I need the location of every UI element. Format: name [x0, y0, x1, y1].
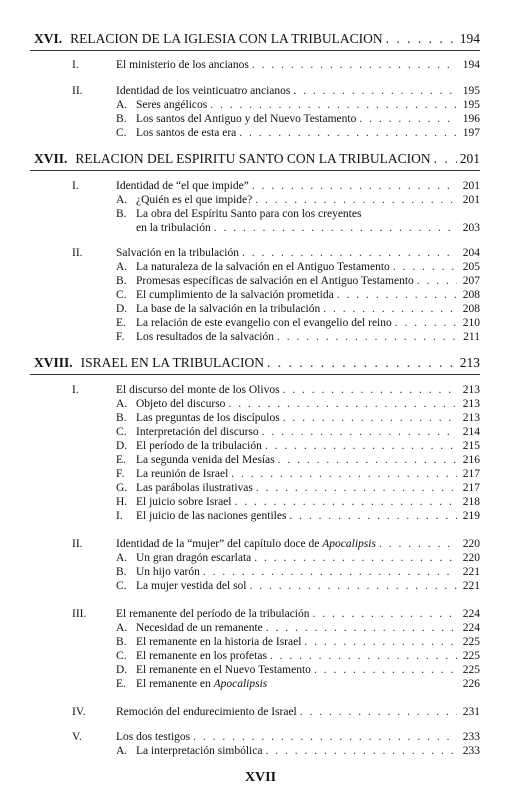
- subsection-row-continued: [136, 222, 480, 234]
- subsection-title: El remanente en la historia de Israel: [136, 636, 302, 648]
- subsection-letter: A.: [116, 99, 128, 111]
- section-title-italic: Apocalipsis: [322, 538, 376, 550]
- page-number: 197: [462, 127, 480, 139]
- subsection-letter: A.: [116, 261, 128, 273]
- subsection-letter: A.: [116, 398, 128, 410]
- subsection-letter: A.: [116, 745, 128, 757]
- page-number: 217: [462, 468, 480, 480]
- section-numeral: III.: [72, 608, 87, 620]
- page-number: 216: [462, 454, 480, 466]
- subsection-title: ¿Quién es el que impide?: [136, 194, 253, 206]
- subsection-letter: B.: [116, 275, 127, 287]
- subsection-letter: C.: [116, 426, 127, 438]
- subsection-title: El remanente en los profetas: [136, 650, 267, 662]
- subsection-title: El juicio sobre Israel: [136, 496, 232, 508]
- chapter-xviii-heading: [34, 355, 480, 371]
- subsection-letter: C.: [116, 289, 127, 301]
- section-row: [72, 384, 480, 396]
- section-title: El remanente del período de la tribulación: [116, 608, 310, 620]
- subsection-letter: A.: [116, 194, 128, 206]
- subsection-row: [116, 261, 480, 273]
- subsection-row: [116, 454, 480, 466]
- page-number: 220: [462, 538, 480, 550]
- subsection-row: [116, 194, 480, 206]
- page-number: 215: [462, 440, 480, 452]
- section-row: [72, 731, 480, 743]
- chapter-number: XVIII.: [34, 355, 73, 370]
- section-row: [72, 608, 480, 620]
- subsection-row: [116, 510, 480, 522]
- section-title: Salvación en la tribulación: [116, 247, 239, 259]
- page-number: 207: [462, 275, 480, 287]
- subsection-row: [116, 99, 480, 111]
- subsection-row: [116, 678, 480, 690]
- subsection-title: El cumplimiento de la salvación prometida: [136, 289, 334, 301]
- subsection-title: Necesidad de un remanente: [136, 622, 263, 634]
- subsection-title: Los santos de esta era: [136, 127, 237, 139]
- subsection-row: [116, 398, 480, 410]
- subsection-row: [116, 303, 480, 315]
- page-number: 205: [462, 261, 480, 273]
- subsection-row: [116, 127, 480, 139]
- subsection-title: La interpretación simbólica: [136, 745, 263, 757]
- section-title: El ministerio de los ancianos: [116, 59, 249, 71]
- subsection-letter: B.: [116, 208, 127, 220]
- subsection-row: [116, 664, 480, 676]
- section-numeral: V.: [72, 731, 82, 743]
- page-number: 204: [462, 247, 480, 259]
- page-number: 233: [462, 731, 480, 743]
- subsection-row: [116, 331, 480, 343]
- section-row: [72, 85, 480, 97]
- section-title: Remoción del endurecimiento de Israel: [116, 706, 297, 718]
- subsection-title: Un gran dragón escarlata: [136, 552, 252, 564]
- subsection-title: La obra del Espíritu Santo para con los creyentes: [136, 208, 362, 220]
- subsection-title: El remanente en: [136, 678, 211, 690]
- page-folio: XVII: [244, 770, 277, 785]
- subsection-row: [116, 622, 480, 634]
- section-row: [72, 538, 480, 550]
- subsection-title: La reunión de Israel: [136, 468, 229, 480]
- section-row: [72, 180, 480, 192]
- page-number: 214: [462, 426, 480, 438]
- subsection-title: Seres angélicos: [136, 99, 208, 111]
- subsection-title: Los santos del Antiguo y del Nuevo Testamento: [136, 113, 357, 125]
- subsection-row: [116, 113, 480, 125]
- page-number: 225: [462, 636, 480, 648]
- subsection-row: [116, 650, 480, 662]
- section-row: [72, 706, 480, 718]
- subsection-title: La mujer vestida del sol: [136, 580, 247, 592]
- subsection-row: [116, 317, 480, 329]
- section-numeral: II.: [72, 247, 83, 259]
- subsection-title: Las preguntas de los discípulos: [136, 412, 280, 424]
- subsection-row: [116, 552, 480, 564]
- subsection-title: El juicio de las naciones gentiles: [136, 510, 287, 522]
- divider: [30, 50, 480, 51]
- subsection-title: La naturaleza de la salvación en el Antiguo Testamento: [136, 261, 390, 273]
- subsection-letter: C.: [116, 580, 127, 592]
- chapter-number: XVII.: [34, 151, 68, 166]
- subsection-row: [116, 482, 480, 494]
- subsection-letter: G.: [116, 482, 128, 494]
- subsection-title: Las parábolas ilustrativas: [136, 482, 253, 494]
- subsection-row: [116, 289, 480, 301]
- page-number: 208: [462, 289, 480, 301]
- divider: [30, 170, 480, 171]
- subsection-row: [116, 496, 480, 508]
- subsection-title: El período de la tribulación: [136, 440, 262, 452]
- subsection-title: Los resultados de la salvación: [136, 331, 274, 343]
- subsection-title: El remanente en el Nuevo Testamento: [136, 664, 311, 676]
- page-number: 195: [462, 99, 480, 111]
- page-number: 225: [462, 664, 480, 676]
- chapter-xvi-heading: [34, 31, 480, 47]
- subsection-letter: C.: [116, 650, 127, 662]
- subsection-title: La relación de este evangelio con el evangelio del reino: [136, 317, 392, 329]
- section-numeral: II.: [72, 85, 83, 97]
- chapter-title: RELACION DEL ESPIRITU SANTO CON LA TRIBULACION: [75, 151, 431, 166]
- section-title: Los dos testigos: [116, 731, 191, 743]
- page-number: 213: [462, 398, 480, 410]
- subsection-letter: D.: [116, 664, 128, 676]
- section-title: Identidad de los veinticuatro ancianos: [116, 85, 291, 97]
- chapter-title: RELACION DE LA IGLESIA CON LA TRIBULACION: [70, 31, 383, 46]
- subsection-row: [116, 412, 480, 424]
- page-number: 213: [462, 412, 480, 424]
- page-number: 221: [462, 580, 480, 592]
- page-number: 213: [459, 355, 480, 370]
- section-row: [72, 59, 480, 71]
- subsection-letter: H.: [116, 496, 128, 508]
- subsection-title: Objeto del discurso: [136, 398, 226, 410]
- subsection-row: [116, 440, 480, 452]
- section-title: Identidad de “el que impide”: [116, 180, 249, 192]
- page-number: 211: [463, 331, 480, 343]
- section-numeral: II.: [72, 538, 83, 550]
- page-number: 220: [462, 552, 480, 564]
- page-number: 224: [462, 608, 480, 620]
- page-number: 201: [462, 180, 480, 192]
- subsection-letter: F.: [116, 468, 125, 480]
- subsection-letter: B.: [116, 636, 127, 648]
- subsection-letter: B.: [116, 412, 127, 424]
- section-numeral: I.: [72, 59, 79, 71]
- subsection-title: La segunda venida del Mesías: [136, 454, 275, 466]
- section-numeral: I.: [72, 180, 79, 192]
- chapter-title: ISRAEL EN LA TRIBULACION: [80, 355, 265, 370]
- subsection-title: Un hijo varón: [136, 566, 200, 578]
- subsection-letter: F.: [116, 331, 125, 343]
- subsection-row: [116, 426, 480, 438]
- divider: [30, 374, 480, 375]
- page-number: 219: [462, 510, 480, 522]
- subsection-letter: D.: [116, 440, 128, 452]
- section-title: El discurso del monte de los Olivos: [116, 384, 280, 396]
- page-number: 201: [459, 151, 480, 166]
- subsection-letter: B.: [116, 113, 127, 125]
- page-number: 218: [462, 496, 480, 508]
- section-numeral: I.: [72, 384, 79, 396]
- subsection-row: [116, 636, 480, 648]
- subsection-title: Promesas específicas de salvación en el Antiguo Testamento: [136, 275, 414, 287]
- chapter-xvii-heading: [34, 151, 480, 167]
- page-number: 217: [462, 482, 480, 494]
- page-number: 201: [462, 194, 480, 206]
- page-number: 194: [462, 59, 480, 71]
- page-number: 210: [462, 317, 480, 329]
- subsection-letter: D.: [116, 303, 128, 315]
- page-number: 233: [462, 745, 480, 757]
- subsection-letter: E.: [116, 678, 126, 690]
- subsection-title-continued: en la tribulación: [136, 222, 211, 234]
- page-number: 225: [462, 650, 480, 662]
- subsection-title: Interpretación del discurso: [136, 426, 259, 438]
- page-number: 196: [462, 113, 480, 125]
- subsection-letter: E.: [116, 317, 126, 329]
- page-number: 213: [462, 384, 480, 396]
- page-number: 195: [462, 85, 480, 97]
- subsection-row: [116, 275, 480, 287]
- subsection-row: [116, 580, 480, 592]
- subsection-letter: B.: [116, 566, 127, 578]
- section-title: Identidad de la “mujer” del capítulo doce de: [116, 538, 320, 550]
- subsection-letter: E.: [116, 454, 126, 466]
- subsection-row: [116, 468, 480, 480]
- subsection-letter: C.: [116, 127, 127, 139]
- page-number: 224: [462, 622, 480, 634]
- page-number: 208: [462, 303, 480, 315]
- subsection-letter: I.: [116, 510, 123, 522]
- page-number: 194: [459, 31, 480, 46]
- chapter-number: XVI.: [34, 31, 63, 46]
- subsection-letter: A.: [116, 552, 128, 564]
- page-number: 221: [462, 566, 480, 578]
- subsection-title-italic: Apocalipsis: [213, 678, 268, 690]
- page-number: 231: [462, 706, 480, 718]
- page-number: 226: [462, 678, 480, 690]
- section-row: [72, 247, 480, 259]
- subsection-row: [116, 745, 480, 757]
- section-numeral: IV.: [72, 706, 86, 718]
- subsection-row: [116, 208, 480, 220]
- subsection-row: [116, 566, 480, 578]
- page-number: 203: [462, 222, 480, 234]
- subsection-title: La base de la salvación en la tribulación: [136, 303, 321, 315]
- subsection-letter: A.: [116, 622, 128, 634]
